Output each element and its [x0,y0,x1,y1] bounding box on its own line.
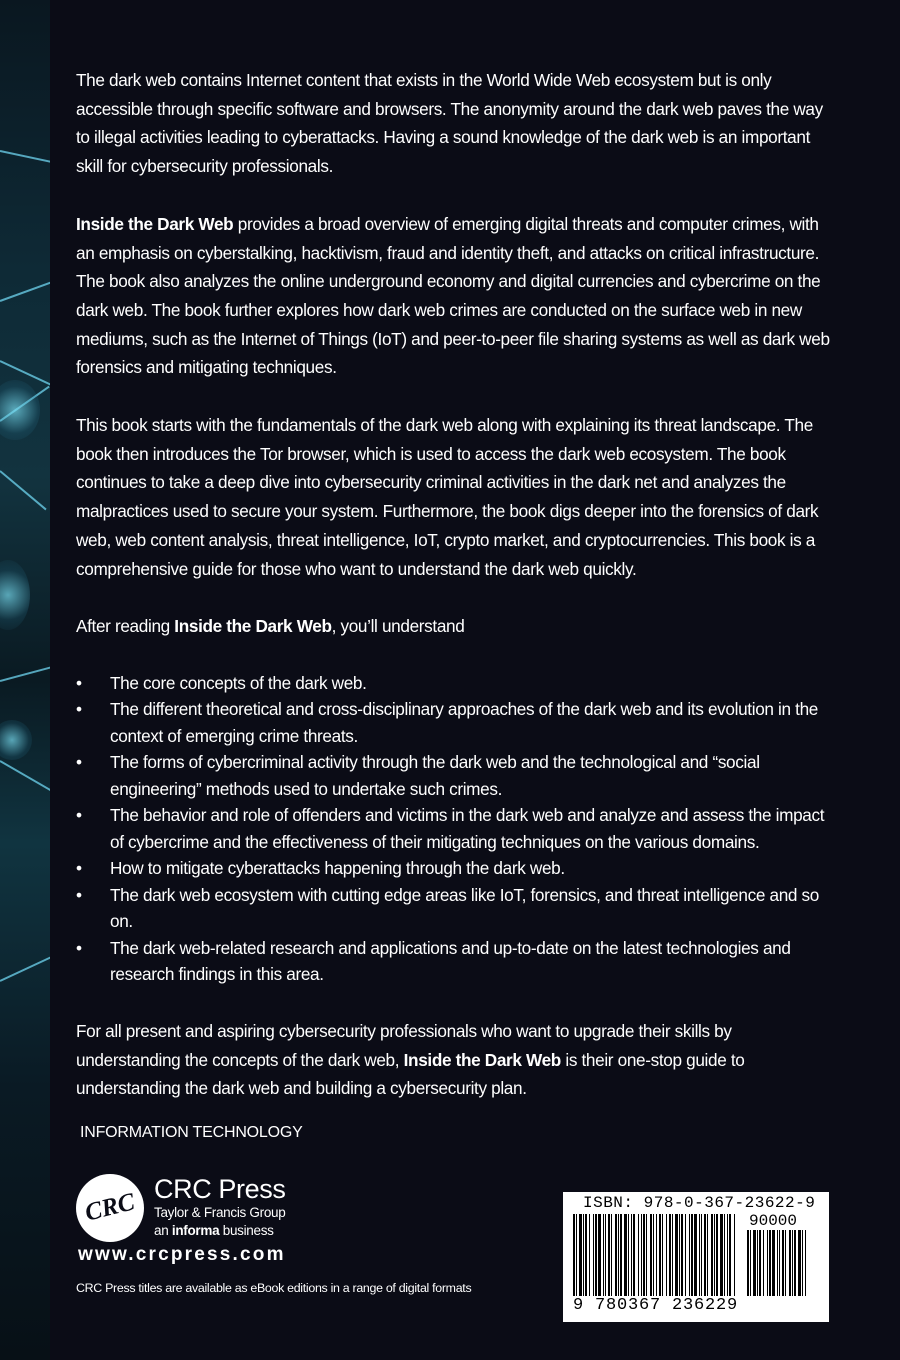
cover-art-strip [0,0,50,1360]
list-lead-text: After reading [76,616,175,637]
bullet-icon: • [76,752,82,773]
list-item-text: How to mitigate cyberattacks happening through the dark web. [110,858,565,879]
barcode-ean-digits: 9 780367 236229 [573,1296,739,1315]
book-title-inline: Inside the Dark Web [403,1049,561,1070]
crc-logo-text: CRC [82,1188,138,1227]
list-item [76,670,836,697]
list-item [76,696,836,749]
ebook-note: CRC Press titles are available as eBook editions in a range of digital formats [76,1281,472,1295]
publisher-block [154,1174,285,1240]
list-item [76,802,836,855]
overview-text: provides a broad overview of emerging digital threats and computer crimes, with an emphasis on cyberstalking, hacktivism, fraud and identity theft, and attacks on critical infrastructure. The book also analyzes the online underground economy and digital currencies and cybercrime on the dark web. The book further explores how dark web crimes are conducted on the surface web in new mediums, such as the Internet of Things (IoT) and peer-to-peer file sharing systems as well as dark web forensics and mitigating techniques. [76,213,830,378]
bullet-icon: • [76,884,82,905]
list-item-text: The behavior and role of offenders and victims in the dark web and analyze and assess the impact of cybercrime and the effectiveness of their mitigating techniques on the various domains. [110,805,825,852]
bullet-icon: • [76,858,82,879]
list-lead-text-end: , you’ll understand [331,616,465,637]
bullet-icon: • [76,937,82,958]
list-item [76,749,836,802]
closing-text: For all present and aspiring cybersecurity professionals who want to upgrade their skills by understanding the concepts of the dark web, [76,1020,732,1070]
overview-paragraph [76,210,836,382]
list-lead [76,612,836,641]
isbn-barcode [563,1192,829,1322]
list-item-text: The different theoretical and cross-disciplinary approaches of the dark web and its evolution in the context of emerging crime threats. [110,699,818,746]
list-item-text: The dark web ecosystem with cutting edge areas like IoT, forensics, and threat intelligence and so on. [110,884,819,932]
book-title-inline: Inside the Dark Web [76,213,234,234]
publisher-website: www.crcpress.com [78,1244,286,1265]
list-item [76,882,836,935]
informa-prefix: an [154,1223,172,1238]
learning-outcomes-list [76,670,836,988]
list-item [76,855,836,882]
informa-suffix: business [219,1223,274,1238]
list-item [76,935,836,988]
bullet-icon: • [76,699,82,720]
barcode-addon-bars [747,1230,809,1296]
intro-paragraph: The dark web contains Internet content that exists in the World Wide Web ecosystem but is only accessible through specific software and browsers. The anonymity around the dark web paves the way to illegal activities leading to cyberattacks. Having a sound knowledge of the dark web is an important skill for cybersecurity professionals. [76,70,823,177]
barcode-addon-code: 90000 [749,1212,798,1230]
publisher-group: Taylor & Francis Group [154,1205,286,1220]
back-cover-text [76,66,836,1132]
structure-paragraph: This book starts with the fundamentals of the dark web along with explaining its threat landscape. The book then introduces the Tor browser, which is used to access the dark web ecosystem. The book continues to take a deep dive into cybersecurity criminal activities in the dark net and analyzes the malpractices used to secure your system. Furthermore, the book digs deeper into the forensics of dark web, web content analysis, threat intelligence, IoT, crypto market, and cryptocurrencies. This book is a comprehensive guide for those who want to understand the dark web quickly. [76,415,819,579]
publisher-name: CRC Press [154,1174,286,1204]
barcode-bars [573,1214,739,1296]
closing-paragraph [76,1017,836,1103]
crc-logo [76,1174,144,1242]
bullet-icon: • [76,805,82,826]
subject-category: INFORMATION TECHNOLOGY [80,1124,303,1141]
publisher-informa [154,1222,285,1240]
list-item-text: The dark web-related research and applications and up-to-date on the latest technologies and research findings in this area. [110,937,791,985]
list-item-text: The core concepts of the dark web. [110,672,367,693]
informa-brand: informa [171,1223,220,1238]
book-title-inline: Inside the Dark Web [174,616,332,637]
bullet-icon: • [76,672,82,693]
isbn-label: ISBN: 978-0-367-23622-9 [583,1194,816,1212]
list-item-text: The forms of cybercriminal activity through the dark web and the technological and “social engineering” methods used to undertake such crimes. [110,752,760,799]
closing-text-end: is their one-stop guide to understanding the dark web and building a cybersecurity plan. [76,1049,745,1099]
